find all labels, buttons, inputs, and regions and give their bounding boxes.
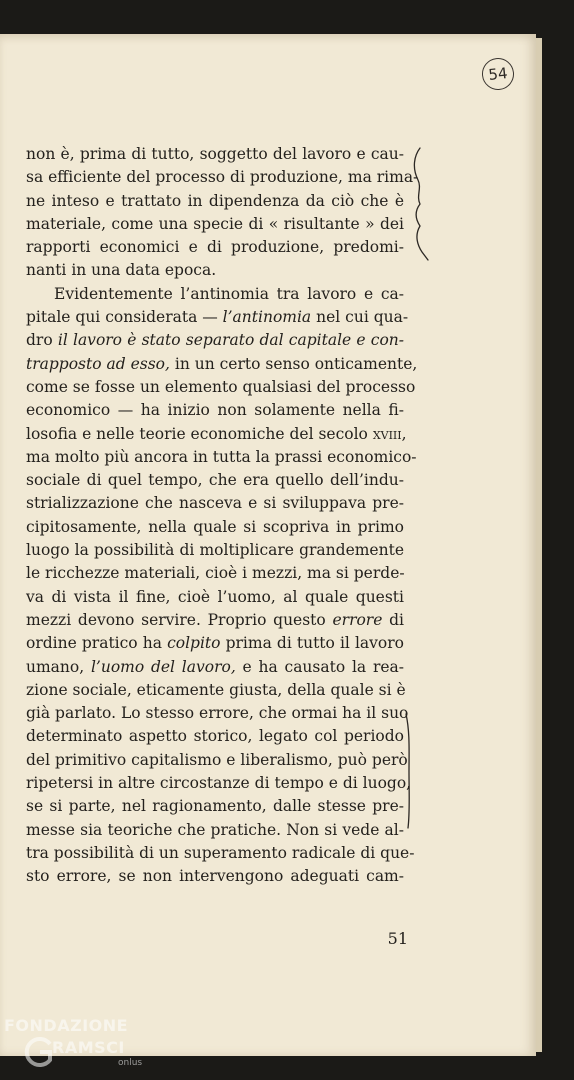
- archive-page-stamp: 54: [480, 56, 515, 91]
- watermark-text: RAMSCI: [52, 1038, 125, 1057]
- text-segment: non è, prima di tutto, soggetto del lavoro e cau-: [26, 145, 404, 163]
- text-segment: le ricchezze materiali, cioè i mezzi, ma si perde-: [26, 564, 405, 583]
- text-segment: prima di tutto il lavoro: [220, 634, 404, 653]
- text-segment: nel cui qua-: [311, 308, 409, 327]
- text-segment: sociale di quel tempo, che era quello dell’indu-: [26, 471, 404, 490]
- text-segment: sa efficiente del processo di produzione, ma rima-: [26, 168, 419, 187]
- text-segment: ordine pratico ha: [26, 634, 168, 653]
- text-line: [26, 306, 409, 329]
- text-line: [26, 446, 417, 469]
- text-line: [26, 166, 419, 189]
- text-line: [26, 865, 404, 888]
- margin-brace-mark: [406, 146, 434, 262]
- text-line: [26, 725, 404, 748]
- text-line: [26, 586, 404, 609]
- text-line: [26, 423, 407, 446]
- page-number: 51: [387, 929, 408, 948]
- text-line: [26, 236, 404, 259]
- text-line: [26, 516, 404, 539]
- text-line: [26, 469, 404, 492]
- italic-text: trapposto ad esso,: [26, 354, 170, 373]
- text-segment: luogo la possibilità di moltiplicare grandemente: [26, 541, 404, 560]
- text-segment: ripetersi in altre circostanze di tempo e di luogo,: [26, 774, 412, 793]
- text-segment: ne inteso e trattato in dipendenza da ciò che è: [26, 191, 404, 210]
- text-segment: tra possibilità di un superamento radicale di que-: [26, 843, 415, 862]
- italic-text: errore: [332, 610, 383, 629]
- italic-text: colpito: [167, 634, 221, 653]
- italic-text: il lavoro è stato separato dal capitale e con-: [57, 331, 404, 350]
- text-segment: losofia e nelle teorie economiche del secolo: [26, 424, 373, 443]
- text-line: [26, 283, 404, 306]
- text-segment: ,: [401, 424, 407, 443]
- text-line: [26, 143, 404, 166]
- text-segment: nanti in una data epoca.: [26, 261, 217, 280]
- text-segment: Evidentemente l’antinomia tra lavoro e ca-: [54, 284, 404, 303]
- text-segment: messe sia teoriche che pratiche. Non si vede al-: [26, 820, 404, 839]
- text-segment: strializzazione che nasceva e si sviluppava pre-: [26, 494, 404, 513]
- text-segment: mezzi devono servire. Proprio questo: [26, 610, 333, 629]
- text-segment: cipitosamente, nella quale si scopriva in primo: [26, 517, 404, 536]
- watermark-text: onlus: [118, 1058, 143, 1068]
- page-edge: [536, 38, 542, 1052]
- margin-line-mark: [404, 712, 414, 830]
- text-segment: del primitivo capitalismo e liberalismo, può però: [26, 750, 408, 769]
- text-line: [26, 795, 404, 818]
- text-segment: sto errore, se non intervengono adeguati cam-: [26, 867, 404, 886]
- archive-watermark: [4, 1016, 164, 1076]
- italic-text: l’antinomia: [222, 308, 312, 327]
- text-segment: ma molto più ancora in tutta la prassi economico-: [26, 447, 417, 466]
- text-line: [26, 399, 404, 422]
- text-line: [26, 353, 418, 376]
- text-segment: materiale, come una specie di « risultante » dei: [26, 214, 404, 233]
- text-line: [26, 679, 404, 702]
- text-line: [26, 609, 404, 632]
- text-segment: già parlato. Lo stesso errore, che ormai ha il suo: [26, 704, 409, 723]
- text-segment: zione sociale, eticamente giusta, della quale si è: [26, 680, 406, 699]
- text-segment: se si parte, nel ragionamento, dalle stesse pre-: [26, 797, 404, 816]
- text-line: [26, 656, 404, 679]
- text-line: [26, 842, 415, 865]
- text-line: [26, 259, 404, 282]
- text-segment: determinato aspetto storico, legato col periodo: [26, 727, 404, 746]
- body-text: [26, 143, 419, 889]
- text-segment: in un certo senso onticamente,: [169, 354, 418, 373]
- text-segment: e ha causato la rea-: [235, 657, 405, 676]
- text-line: [26, 213, 404, 236]
- text-line: [26, 819, 404, 842]
- text-segment: xviii: [372, 424, 402, 443]
- text-segment: di: [382, 610, 405, 629]
- text-segment: economico — ha inizio non solamente nella fi-: [26, 401, 404, 420]
- text-segment: pitale qui considerata —: [26, 308, 223, 327]
- text-line: [26, 702, 409, 725]
- watermark-text: FONDAZIONE: [4, 1016, 129, 1035]
- text-segment: va di vista il fine, cioè l’uomo, al quale questi: [26, 587, 404, 606]
- text-line: [26, 772, 412, 795]
- text-segment: come se fosse un elemento qualsiasi del processo: [26, 377, 416, 396]
- text-line: [26, 749, 408, 772]
- text-line: [26, 492, 404, 515]
- text-line: [26, 539, 404, 562]
- italic-text: l’uomo del lavoro,: [90, 657, 236, 676]
- text-line: [26, 329, 404, 352]
- text-segment: rapporti economici e di produzione, predomi-: [26, 238, 404, 257]
- text-segment: dro: [26, 331, 58, 350]
- text-segment: umano,: [26, 657, 91, 676]
- text-line: [26, 376, 416, 399]
- text-line: [26, 632, 404, 655]
- watermark-logo-g-icon: [24, 1034, 54, 1070]
- text-line: [26, 190, 404, 213]
- text-line: [26, 562, 404, 585]
